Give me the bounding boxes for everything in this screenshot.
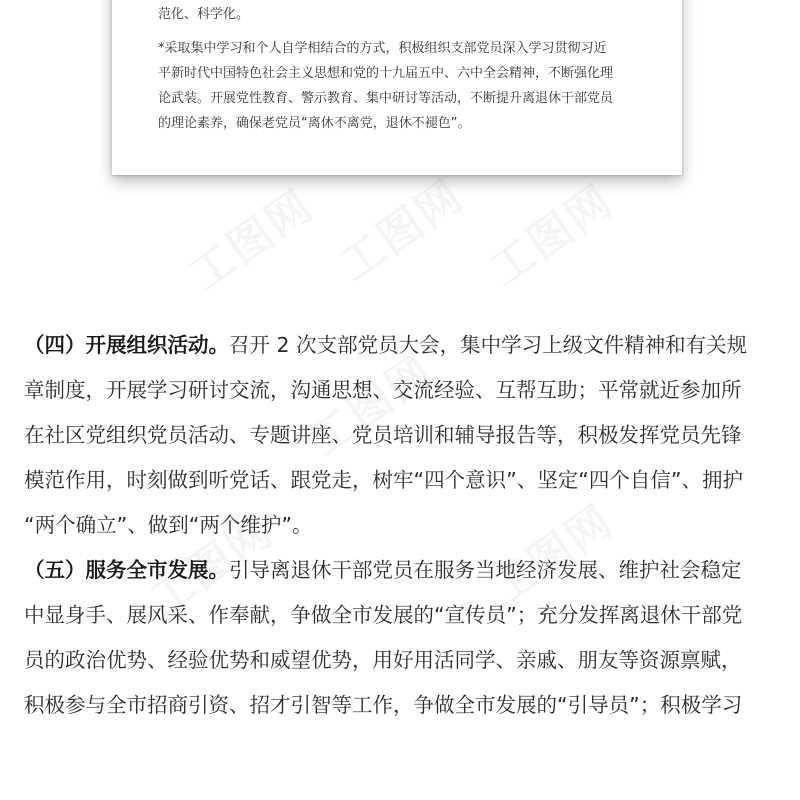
card-line-2: *采取集中学习和个人自学相结合的方式，积极组织支部党员深入学习贯彻习近 — [158, 41, 607, 56]
document-body — [24, 323, 784, 728]
card-line-3: 平新时代中国特色社会主义思想和党的十九届五中、六中全会精神，不断强化理 — [158, 66, 614, 81]
section4-line-3: 在社区党组织党员活动、专题讲座、党员培训和辅导报告等，积极发挥党员先锋 — [24, 423, 742, 447]
section4-line-1 — [24, 323, 784, 368]
section5-line-4: 积极参与全市招商引资、招才引智等工作，争做全市发展的“引导员”；积极学习 — [24, 693, 743, 717]
section5-line-3: 员的政治优势、经验优势和威望优势，用好用活同学、亲戚、朋友等资源禀赋， — [24, 648, 742, 672]
section4-line-5: “两个确立”、做到“两个维护”。 — [24, 513, 313, 537]
section5-line-2: 中显身手、展风采、作奉献，争做全市发展的“宣传员”；充分发挥离退休干部党 — [24, 603, 743, 627]
section4-line-2: 章制度，开展学习研讨交流，沟通思想、交流经验、互帮互助；平常就近参加所 — [24, 378, 742, 402]
section5-heading: （五）服务全市发展。 — [24, 558, 229, 582]
section5-line1-text: 引导离退休干部党员在服务当地经济发展、维护社会稳定 — [229, 558, 742, 582]
quoted-document-text — [158, 0, 658, 136]
watermark — [174, 171, 324, 303]
section4-line1-text: 召开 2 次支部党员大会，集中学习上级文件精神和有关规 — [229, 333, 748, 357]
card-line-1: 范化、科学化。 — [158, 7, 250, 22]
section4-line-4: 模范作用，时刻做到听党话、跟党走，树牢“四个意识”、坚定“四个自信”、拥护 — [24, 468, 743, 492]
watermark — [474, 166, 624, 298]
section5-line-1 — [24, 548, 784, 593]
section4-heading: （四）开展组织活动。 — [24, 333, 229, 357]
card-line-4: 论武装。开展党性教育、警示教育、集中研讨等活动，不断提升离退休干部党员 — [158, 91, 614, 106]
watermark — [324, 161, 474, 293]
card-line-5: 的理论素养，确保老党员“离休不离党，退休不褪色”。 — [158, 116, 471, 131]
